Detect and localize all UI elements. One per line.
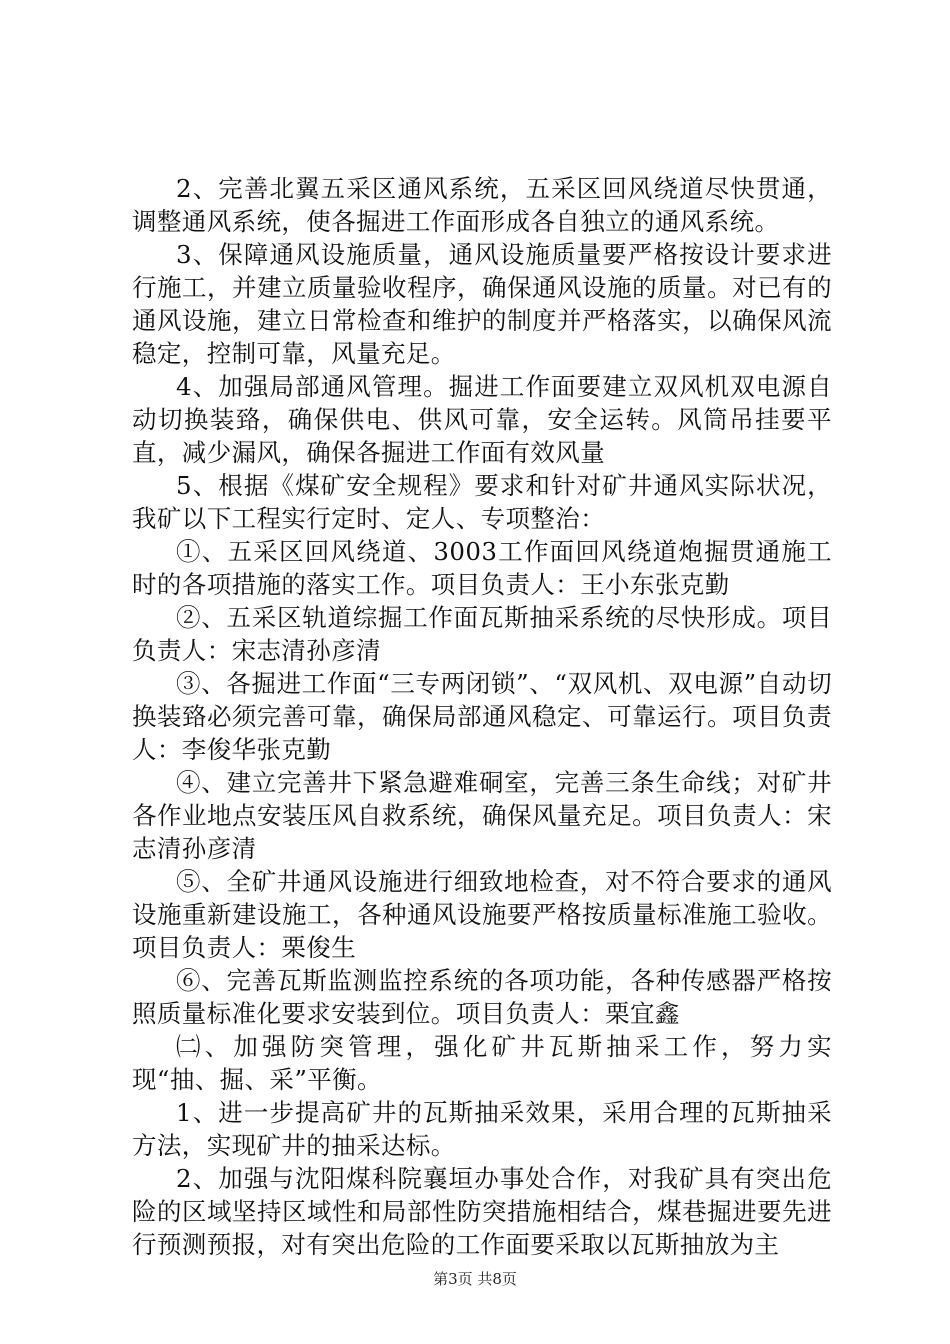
- paragraph: 2、完善北翼五采区通风系统，五采区回风绕道尽快贯通，调整通风系统，使各掘进工作面形成各自独立的通风系统。: [132, 174, 832, 236]
- paragraph: 3、保障通风设施质量，通风设施质量要严格按设计要求进行施工，并建立质量验收程序，确保通风设施的质量。对已有的通风设施，建立日常检查和维护的制度并严格落实，以确保风流稳定，控制可靠，风量充足。: [132, 240, 832, 368]
- paragraph: 1、进一步提高矿井的瓦斯抽采效果，采用合理的瓦斯抽采方法，实现矿井的抽采达标。: [132, 1098, 832, 1160]
- paragraph: ②、五采区轨道综掘工作面瓦斯抽采系统的尽快形成。项目负责人：宋志清孙彦清: [132, 603, 832, 665]
- paragraph: ⑤、全矿井通风设施进行细致地检查，对不符合要求的通风设施重新建设施工，各种通风设施要严格按质量标准施工验收。项目负责人：栗俊生: [132, 867, 832, 962]
- paragraph: 5、根据《煤矿安全规程》要求和针对矿井通风实际状况，我矿以下工程实行定时、定人、专项整治：: [132, 471, 832, 533]
- paragraph: ③、各掘进工作面“三专两闭锁”、“双风机、双电源”自动切换装臵必须完善可靠，确保局部通风稳定、可靠运行。项目负责人：李俊华张克勤: [132, 669, 832, 764]
- paragraph: 2、加强与沈阳煤科院襄垣办事处合作，对我矿具有突出危险的区域坚持区域性和局部性防突措施相结合，煤巷掘进要先进行预测预报，对有突出危险的工作面要采取以瓦斯抽放为主: [132, 1164, 832, 1259]
- paragraph: ⑥、完善瓦斯监测监控系统的各项功能，各种传感器严格按照质量标准化要求安装到位。项目负责人：栗宜鑫: [132, 966, 832, 1028]
- paragraph: 4、加强局部通风管理。掘进工作面要建立双风机双电源自动切换装臵，确保供电、供风可靠，安全运转。风筒吊挂要平直，减少漏风，确保各掘进工作面有效风量: [132, 372, 832, 467]
- document-body: [132, 172, 832, 1261]
- page-number: 第3页 共8页: [433, 1270, 517, 1288]
- paragraph: ㈡、加强防突管理，强化矿井瓦斯抽采工作，努力实现“抽、掘、采”平衡。: [132, 1032, 832, 1094]
- paragraph: ④、建立完善井下紧急避难硐室，完善三条生命线；对矿井各作业地点安装压风自救系统，确保风量充足。项目负责人：宋志清孙彦清: [132, 768, 832, 863]
- paragraph: ①、五采区回风绕道、3003工作面回风绕道炮掘贯通施工时的各项措施的落实工作。项目负责人：王小东张克勤: [132, 537, 832, 599]
